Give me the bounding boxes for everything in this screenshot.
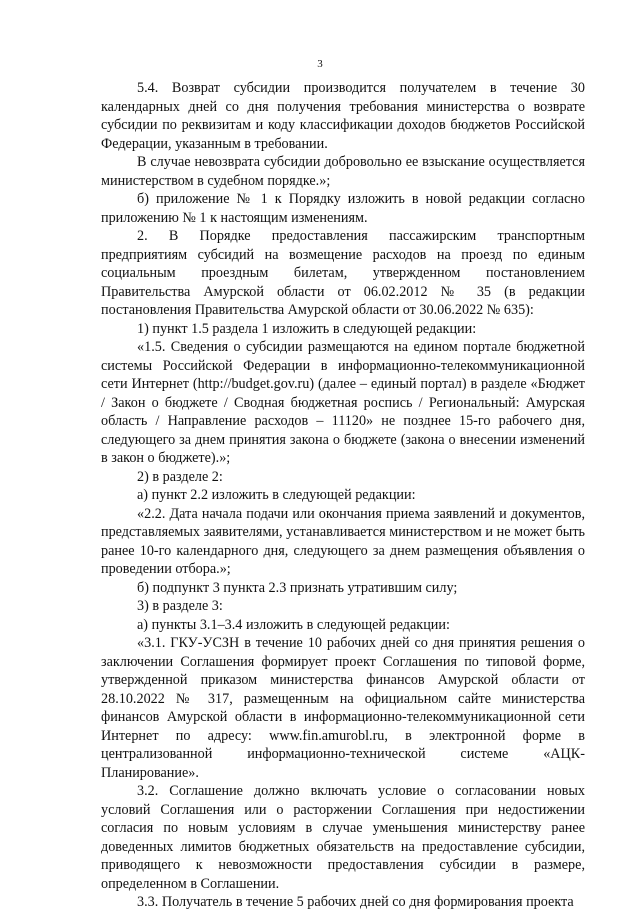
paragraph-5-4: 5.4. Возврат субсидии производится получателем в течение 30 календарных дней со дня получения требования министерства о возврате субсидии по реквизитам и коду классификации доходов бюджетов Российской Федерации, указанным в требовании. <box>101 80 585 152</box>
paragraph-prilozhenie: б) приложение № 1 к Порядку изложить в новой редакции согласно приложению № 1 к настоящим изменениям. <box>101 191 585 226</box>
paragraph-punkt-1-5: 1) пункт 1.5 раздела 1 изложить в следующей редакции: <box>137 320 477 337</box>
paragraph-razdel-3: 3) в разделе 3: <box>137 598 223 614</box>
paragraph-3-1-text: «3.1. ГКУ-УСЗН в течение 10 рабочих дней со дня принятия решения о заключении Соглашения формирует проект Соглашения по типовой форме, утвержденной приказом министерства финансов Амурской области от 28.10.2022 № 317, размещенным на официальном сайте министерства финансов Амурской области в информационно-телекоммуникационной сети Интернет по адресу: www.fin.amurobl.ru, в электронной форме в централизованной информационно-технической системе «АЦК-Планирование». <box>101 635 585 781</box>
paragraph-3-2-text: 3.2. Соглашение должно включать условие о согласовании новых условий Соглашения или о расторжении Соглашения при недостижении согласия по новым условиям в случае уменьшения министерству ранее доведенных лимитов бюджетных обязательств на предоставление субсидии, приводящего к невозможности предоставления субсидии в размере, определенном в Соглашении. <box>101 783 585 892</box>
page-number: 3 <box>317 58 323 70</box>
paragraph-2-2-text: «2.2. Дата начала подачи или окончания приема заявлений и документов, представляемых заявителями, устанавливается министерством и не может быть ранее 10-го календарного дня, следующего за днем размещения объявления о проведении отбора.»; <box>101 505 585 577</box>
paragraph-3-3-text: 3.3. Получатель в течение 5 рабочих дней со дня формирования проекта <box>137 894 574 910</box>
paragraph-nevozvrat: В случае невозврата субсидии добровольно ее взыскание осуществляется министерством в судебном порядке.»; <box>101 154 585 189</box>
paragraph-razdel-2: 2) в разделе 2: <box>137 468 223 485</box>
paragraph-punkt-2-2: а) пункт 2.2 изложить в следующей редакции: <box>137 487 416 503</box>
paragraph-1-5-text: «1.5. Сведения о субсидии размещаются на едином портале бюджетной системы Российской Федерации в информационно-телекоммуникационной сети Интернет (http://budget.gov.ru) (далее – единый портал) в разделе «Бюджет / Закон о бюджете / Сводная бюджетная роспись / Региональный: Амурская область / Направление расходов – 11120» не позднее 15-го рабочего дня, следующего за днем принятия закона о бюджете (закона о внесении изменений в закон о бюджете).»; <box>101 339 585 466</box>
paragraph-punkty-3-1-3-4: а) пункты 3.1–3.4 изложить в следующей редакции: <box>137 616 450 633</box>
document-body <box>101 79 585 912</box>
paragraph-podpunkt-3: б) подпункт 3 пункта 2.3 признать утратившим силу; <box>137 579 458 596</box>
paragraph-2-poryadok: 2. В Порядке предоставления пассажирским транспортным предприятиям субсидий на возмещение расходов на проезд по единым социальным проездным билетам, утвержденном постановлением Правительства Амурской области от 06.02.2012 № 35 (в редакции постановления Правительства Амурской области от 30.06.2022 № 635): <box>101 228 585 318</box>
